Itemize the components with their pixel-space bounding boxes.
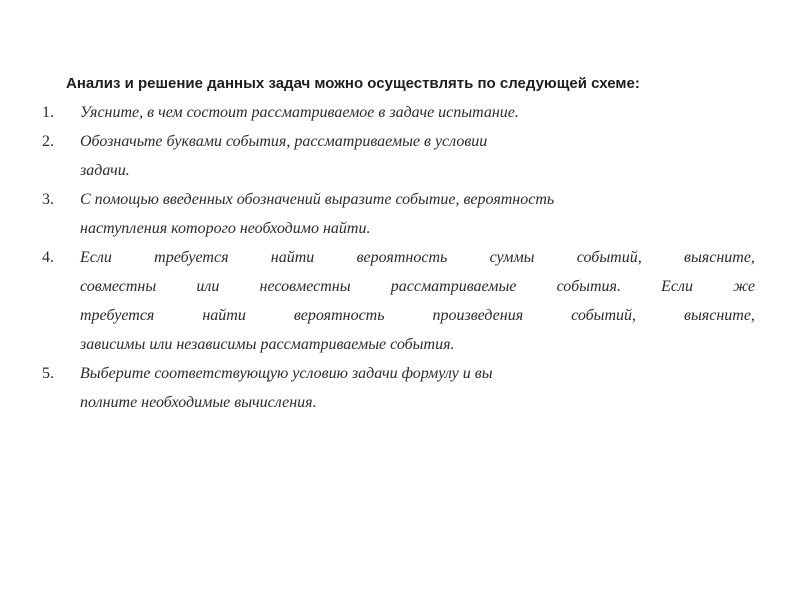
word: Если — [80, 249, 112, 266]
word: событий, — [576, 249, 642, 266]
list-item-justified-line — [80, 272, 755, 301]
list-item-number: 2. — [42, 133, 54, 150]
list-item-text: полните необходимые вычисления. — [80, 394, 317, 411]
word: события. — [556, 278, 621, 295]
list-item-5 — [0, 359, 800, 417]
word: рассматриваемые — [390, 278, 517, 295]
word: найти — [270, 249, 315, 266]
word: Если — [661, 278, 694, 295]
word: выясните, — [684, 249, 755, 266]
word: выясните, — [684, 307, 755, 324]
word: вероятность — [293, 307, 385, 324]
list-item-text: Выберите соответствующую условию задачи формулу и вы — [80, 365, 493, 382]
list-item-text: С помощью введенных обозначений выразите событие, вероятность — [80, 191, 555, 208]
word: вероятность — [356, 249, 448, 266]
word: произведения — [432, 307, 524, 324]
word: совместны — [80, 278, 157, 295]
word: или — [196, 278, 220, 295]
list-item-4 — [0, 243, 800, 359]
word: найти — [202, 307, 246, 324]
word: несовместны — [259, 278, 351, 295]
word: требуется — [80, 307, 155, 324]
list-item-text: задачи. — [80, 162, 130, 179]
word: же — [733, 278, 755, 295]
word: событий, — [571, 307, 637, 324]
word: суммы — [489, 249, 535, 266]
list-item-justified-line — [80, 301, 755, 330]
word: требуется — [154, 249, 229, 266]
list-item-2 — [0, 127, 800, 185]
list-item-number: 5. — [42, 365, 54, 382]
list-item-text: Уясните, в чем состоит рассматриваемое в задаче испытание. — [80, 104, 519, 121]
list-item-1 — [0, 98, 800, 127]
list-item-text: Обозначьте буквами события, рассматриваемые в условии — [80, 133, 488, 150]
list-item-text: зависимы или независимы рассматриваемые события. — [80, 336, 455, 353]
slide-heading: Анализ и решение данных задач можно осуществлять по следующей схеме: — [66, 75, 640, 92]
list-item-number: 1. — [42, 104, 54, 121]
list-item-3 — [0, 185, 800, 243]
list-item-number: 3. — [42, 191, 54, 208]
list-item-text: наступления которого необходимо найти. — [80, 220, 371, 237]
numbered-list — [0, 98, 800, 417]
list-item-number: 4. — [42, 249, 54, 266]
list-item-justified-line — [80, 243, 755, 272]
